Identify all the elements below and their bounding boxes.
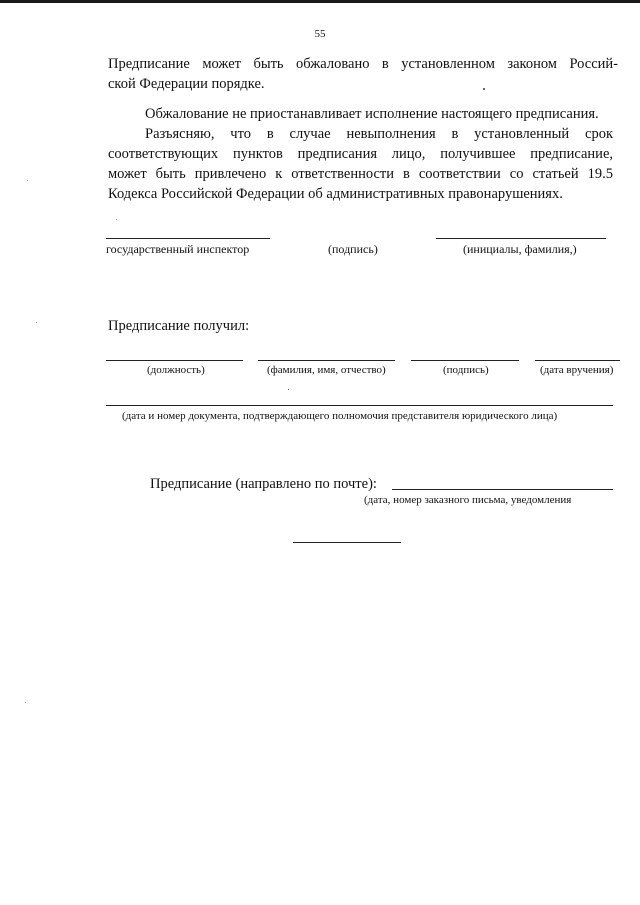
inspector-initials-caption: (инициалы, фамилия,) [463,242,577,256]
inspector-initials-line [436,238,606,239]
appeal-text-line-1: Предписание может быть обжаловано в установленном законом Россий- [108,56,618,72]
page-number: 55 [314,28,326,40]
received-heading: Предписание получил: [108,318,250,334]
name-caption: (фамилия, имя, отчество) [267,364,386,376]
explain-text-line-3: может быть привлечено к ответственности в соответствии со статьей 19.5 [108,166,613,182]
scan-speck [27,180,28,181]
scan-dot [288,389,289,390]
explain-text-line-1: Разъясняю, что в случае невыполнения в установленный срок [145,126,613,142]
appeal-text-line-2: ской Федерации порядке. [108,76,265,92]
date-line [535,360,620,361]
mail-caption: (дата, номер заказного письма, уведомления [364,494,572,506]
position-caption: (должность) [147,364,205,376]
mail-line [392,489,613,490]
date-caption: (дата вручения) [540,364,614,376]
closing-separator [293,542,401,543]
scan-speck [36,322,37,323]
inspector-signature-caption: (подпись) [328,242,378,256]
scan-speck [25,702,26,703]
inspector-role-caption: государственный инспектор [106,242,250,256]
explain-text-line-2: соответствующих пунктов предписания лицо, получившее предписание, [108,146,613,162]
scan-dot [483,88,485,90]
mail-label: Предписание (направлено по почте): [150,476,377,492]
name-line [258,360,395,361]
no-suspend-text: Обжалование не приостанавливает исполнение настоящего предписания. [145,106,599,122]
top-border [0,0,640,3]
document-line [106,405,613,406]
scan-speck [116,219,117,220]
explain-text-line-4: Кодекса Российской Федерации об административных правонарушениях. [108,186,563,202]
signature-caption: (подпись) [443,364,489,376]
signature-line [411,360,519,361]
document-caption: (дата и номер документа, подтверждающего полномочия представителя юридического лица) [122,410,558,422]
inspector-role-line [106,238,270,239]
position-line [106,360,243,361]
